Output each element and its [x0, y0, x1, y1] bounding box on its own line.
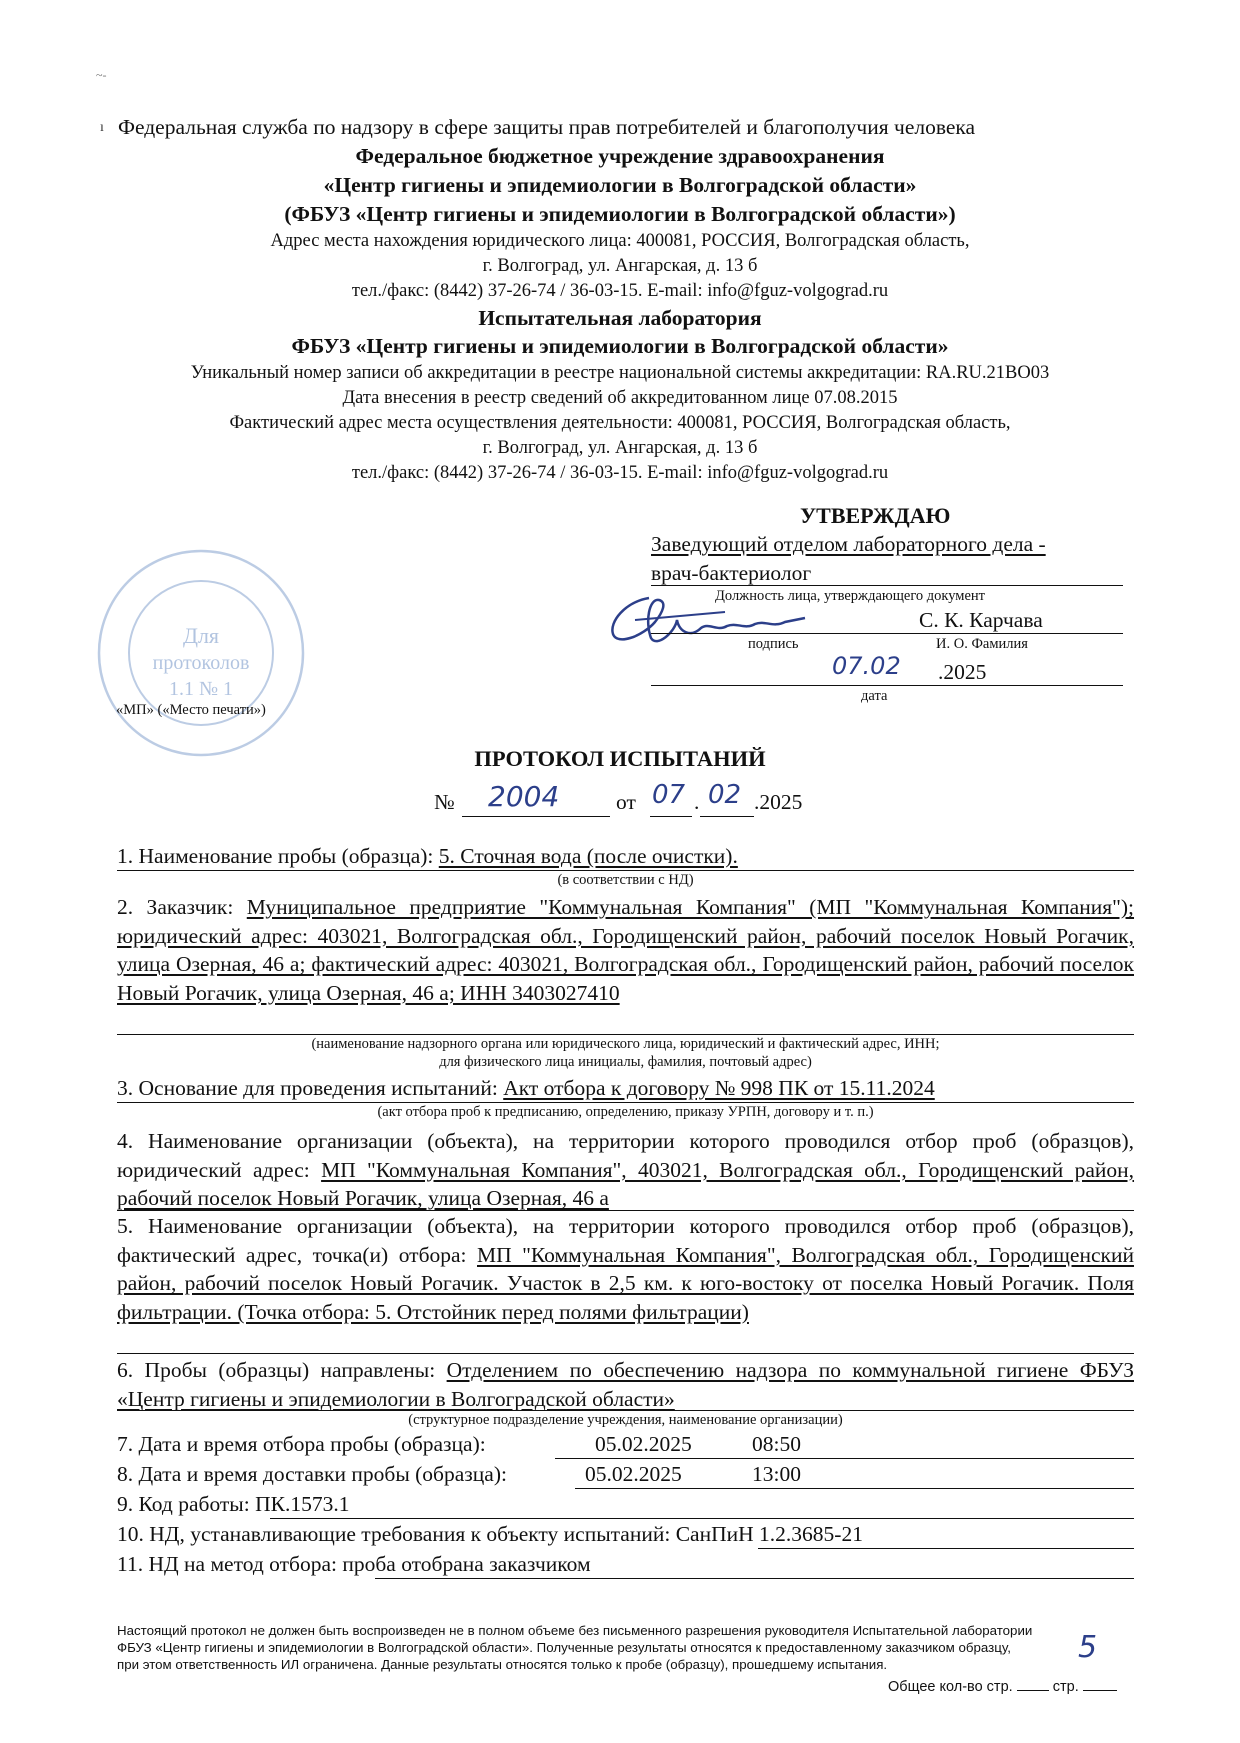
- protocol-year: .2025: [754, 790, 803, 814]
- name-caption: И. О. Фамилия: [936, 636, 1028, 652]
- actual-address-line1: Фактический адрес места осуществления деятельности: 400081, РОССИЯ, Волгоградская область,: [229, 413, 1011, 433]
- field-8-date: 05.02.2025: [585, 1462, 682, 1486]
- field-10-rule: [758, 1548, 1134, 1549]
- field-3-caption: (акт отбора проб к предписанию, определению, приказу УРПН, договору и т. п.): [377, 1104, 874, 1120]
- field-9: [117, 1492, 349, 1517]
- signature-rule: [651, 633, 1123, 634]
- registry-date: Дата внесения в реестр сведений об аккредитованном лице 07.08.2015: [342, 388, 898, 408]
- accreditation-number: Уникальный номер записи об аккредитации в реестре национальной системы аккредитации: RA.RU.21ВО03: [190, 363, 1050, 383]
- field-7-date: 05.02.2025: [595, 1432, 692, 1456]
- protocol-number-sign: №: [434, 790, 455, 814]
- stamp-caption: «МП» («Место печати»): [116, 702, 266, 718]
- footer-pages-sep: стр.: [1052, 1679, 1079, 1695]
- actual-address-line2: г. Волгоград, ул. Ангарская, д. 13 б: [482, 438, 758, 458]
- svg-text:протоколов: протоколов: [152, 652, 250, 674]
- protocol-month-rule: [700, 816, 754, 817]
- approval-title: УТВЕРЖДАЮ: [800, 503, 951, 528]
- protocol-number-rule: [462, 816, 610, 817]
- field-11-rule: [375, 1578, 1134, 1579]
- footer-note-line3: при этом ответственность ИЛ ограничена. Данные результаты относятся только к пробе (образцу), прошедшему испытания.: [117, 1657, 888, 1672]
- field-4-rule: [117, 1210, 1134, 1211]
- field-5-rule: [117, 1353, 1134, 1354]
- field-2-value: Муниципальное предприятие "Коммунальная Компания" (МП "Коммунальная Компания"); юридический адрес: 403021, Волгоградская обл., Городищенский район, рабочий поселок Новый Рогачик, улица Озерная, 46 а; фактический адрес: 403021, Волгоградская обл., Городищенский район, рабочий поселок Новый Рогачик, улица Озерная, 46 а; ИНН 3403027410: [117, 895, 1135, 1005]
- protocol-from: от: [616, 790, 636, 814]
- field-4: [117, 1127, 1134, 1213]
- date-rule: [651, 685, 1123, 686]
- approver-position-line1: Заведующий отделом лабораторного дела -: [651, 532, 1046, 556]
- field-8: [117, 1462, 507, 1487]
- footer-note-line2: ФБУЗ «Центр гигиены и эпидемиологии в Волгоградской области». Полученные результаты относятся к предоставленному заказчиком образцу,: [117, 1640, 1011, 1655]
- footer-note-line1: Настоящий протокол не должен быть воспроизведен не в полном объеме без письменного разрешения руководителя Испытательной лаборатории: [117, 1623, 1033, 1638]
- field-10-label: 10. НД, устанавливающие требования к объекту испытаний:: [117, 1522, 676, 1546]
- approver-position-line2: врач-бактериолог: [651, 561, 812, 585]
- field-2: [117, 893, 1134, 1007]
- field-11-label: 11. НД на метод отбора:: [117, 1552, 343, 1576]
- field-6-value: Отделением по обеспечению надзора по коммунальной гигиене ФБУЗ «Центр гигиены и эпидемиологии в Волгоградской области»: [117, 1358, 1134, 1411]
- field-9-label: 9. Код работы:: [117, 1492, 256, 1516]
- field-4-label: 4. Наименование организации (объекта), на территории которого проводился отбор проб (образцов), юридический адрес:: [117, 1129, 1134, 1182]
- footer-note: [117, 1622, 1137, 1673]
- scan-mark: ı: [100, 120, 104, 135]
- field-7-label: 7. Дата и время отбора пробы (образца):: [117, 1432, 486, 1456]
- seal-stamp: [95, 547, 307, 759]
- field-1: [117, 844, 738, 869]
- field-1-label: 1. Наименование пробы (образца):: [117, 844, 439, 868]
- field-6-rule: [117, 1410, 1134, 1411]
- field-6: [117, 1356, 1134, 1413]
- contacts-1: тел./факс: (8442) 37-26-74 / 36-03-15. E-mail: info@fguz-volgograd.ru: [351, 281, 889, 301]
- lab-name-line2: ФБУЗ «Центр гигиены и эпидемиологии в Волгоградской области»: [291, 334, 949, 358]
- field-3-label: 3. Основание для проведения испытаний:: [117, 1076, 504, 1100]
- footer-pages-blank-2: [1083, 1690, 1117, 1691]
- field-1-rule: [117, 870, 1134, 871]
- field-3-rule: [117, 1102, 1134, 1103]
- field-2-rule: [117, 1034, 1134, 1035]
- footer-pages-blank-1: [1017, 1690, 1049, 1691]
- org-name-line3: (ФБУЗ «Центр гигиены и эпидемиологии в Волгоградской области»): [284, 202, 956, 226]
- field-1-caption: (в соответствии с НД): [557, 872, 694, 888]
- field-11-value: проба отобрана заказчиком: [342, 1552, 591, 1576]
- position-caption: Должность лица, утверждающего документ: [715, 588, 986, 604]
- field-8-label: 8. Дата и время доставки пробы (образца):: [117, 1462, 507, 1486]
- legal-address-line2: г. Волгоград, ул. Ангарская, д. 13 б: [482, 256, 758, 276]
- signature-caption: подпись: [748, 636, 799, 652]
- protocol-dot: .: [694, 790, 700, 814]
- field-3-value: Акт отбора к договору № 998 ПК от 15.11.2024: [503, 1076, 935, 1100]
- agency-name: Федеральная служба по надзору в сфере защиты прав потребителей и благополучия человека: [118, 115, 976, 139]
- position-rule: [651, 585, 1123, 586]
- field-11: [117, 1552, 591, 1577]
- approver-name: С. К. Карчава: [919, 608, 1043, 632]
- protocol-title: ПРОТОКОЛ ИСПЫТАНИЙ: [474, 746, 766, 771]
- legal-address-line1: Адрес места нахождения юридического лица: 400081, РОССИЯ, Волгоградская область,: [270, 231, 970, 251]
- field-4-value: МП "Коммунальная Компания", 403021, Волгоградская обл., Городищенский район, рабочий поселок Новый Рогачик, улица Озерная, 46 а: [117, 1157, 1135, 1210]
- field-7: [117, 1432, 486, 1457]
- field-9-rule: [270, 1518, 1134, 1519]
- field-8-time: 13:00: [752, 1462, 801, 1486]
- field-2-caption-l1: (наименование надзорного органа или юридического лица, юридический и фактический адрес, ИНН;: [311, 1036, 940, 1052]
- field-6-caption: (структурное подразделение учреждения, наименование организации): [408, 1412, 843, 1428]
- field-6-label: 6. Пробы (образцы) направлены:: [117, 1358, 447, 1382]
- field-2-label: 2. Заказчик:: [117, 895, 247, 919]
- svg-text:1.1 № 1: 1.1 № 1: [168, 678, 234, 700]
- field-5-value: МП "Коммунальная Компания", Волгоградская обл., Городищенский район, рабочий поселок Новый Рогачик. Участок в 2,5 км. к юго-востоку от поселка Новый Рогачик. Поля фильтрации. (Точка отбора: 5. Отстойник перед полями фильтрации): [117, 1242, 1134, 1324]
- org-name-line1: Федеральное бюджетное учреждение здравоохранения: [355, 144, 885, 168]
- field-3: [117, 1076, 935, 1101]
- contacts-2: тел./факс: (8442) 37-26-74 / 36-03-15. E-mail: info@fguz-volgograd.ru: [351, 463, 889, 483]
- org-name-line2: «Центр гигиены и эпидемиологии в Волгоградской области»: [323, 173, 917, 197]
- field-5-label: 5. Наименование организации (объекта), на территории которого проводился отбор проб (образцов), фактический адрес, точка(и) отбора:: [117, 1214, 1134, 1267]
- field-10-value: СанПиН 1.2.3685-21: [675, 1522, 863, 1546]
- field-9-value: ПК.1573.1: [255, 1492, 350, 1516]
- footer-pages-label: Общее кол-во стр.: [888, 1679, 1013, 1695]
- field-10: [117, 1522, 863, 1547]
- protocol-month-handwritten: 02: [708, 780, 742, 810]
- footer-pages-handwritten: 5: [1078, 1630, 1098, 1665]
- field-8-rule: [575, 1488, 1134, 1489]
- approval-date-handwritten: 07.02: [832, 652, 901, 680]
- approval-year: .2025: [938, 660, 987, 684]
- field-5: [117, 1212, 1134, 1326]
- field-7-rule: [555, 1458, 1134, 1459]
- protocol-day-handwritten: 07: [652, 780, 686, 810]
- lab-name-line1: Испытательная лаборатория: [478, 306, 762, 330]
- protocol-day-rule: [650, 816, 692, 817]
- scan-mark: ~-: [96, 68, 107, 82]
- field-2-caption-l2: для физического лица инициалы, фамилия, почтовый адрес): [439, 1054, 812, 1070]
- field-1-value: 5. Сточная вода (после очистки).: [438, 844, 738, 868]
- svg-text:Для: Для: [182, 623, 220, 648]
- protocol-number-handwritten: 2004: [488, 780, 560, 813]
- field-7-time: 08:50: [752, 1432, 801, 1456]
- footer-total-pages: [888, 1679, 1117, 1695]
- date-caption: дата: [861, 688, 888, 704]
